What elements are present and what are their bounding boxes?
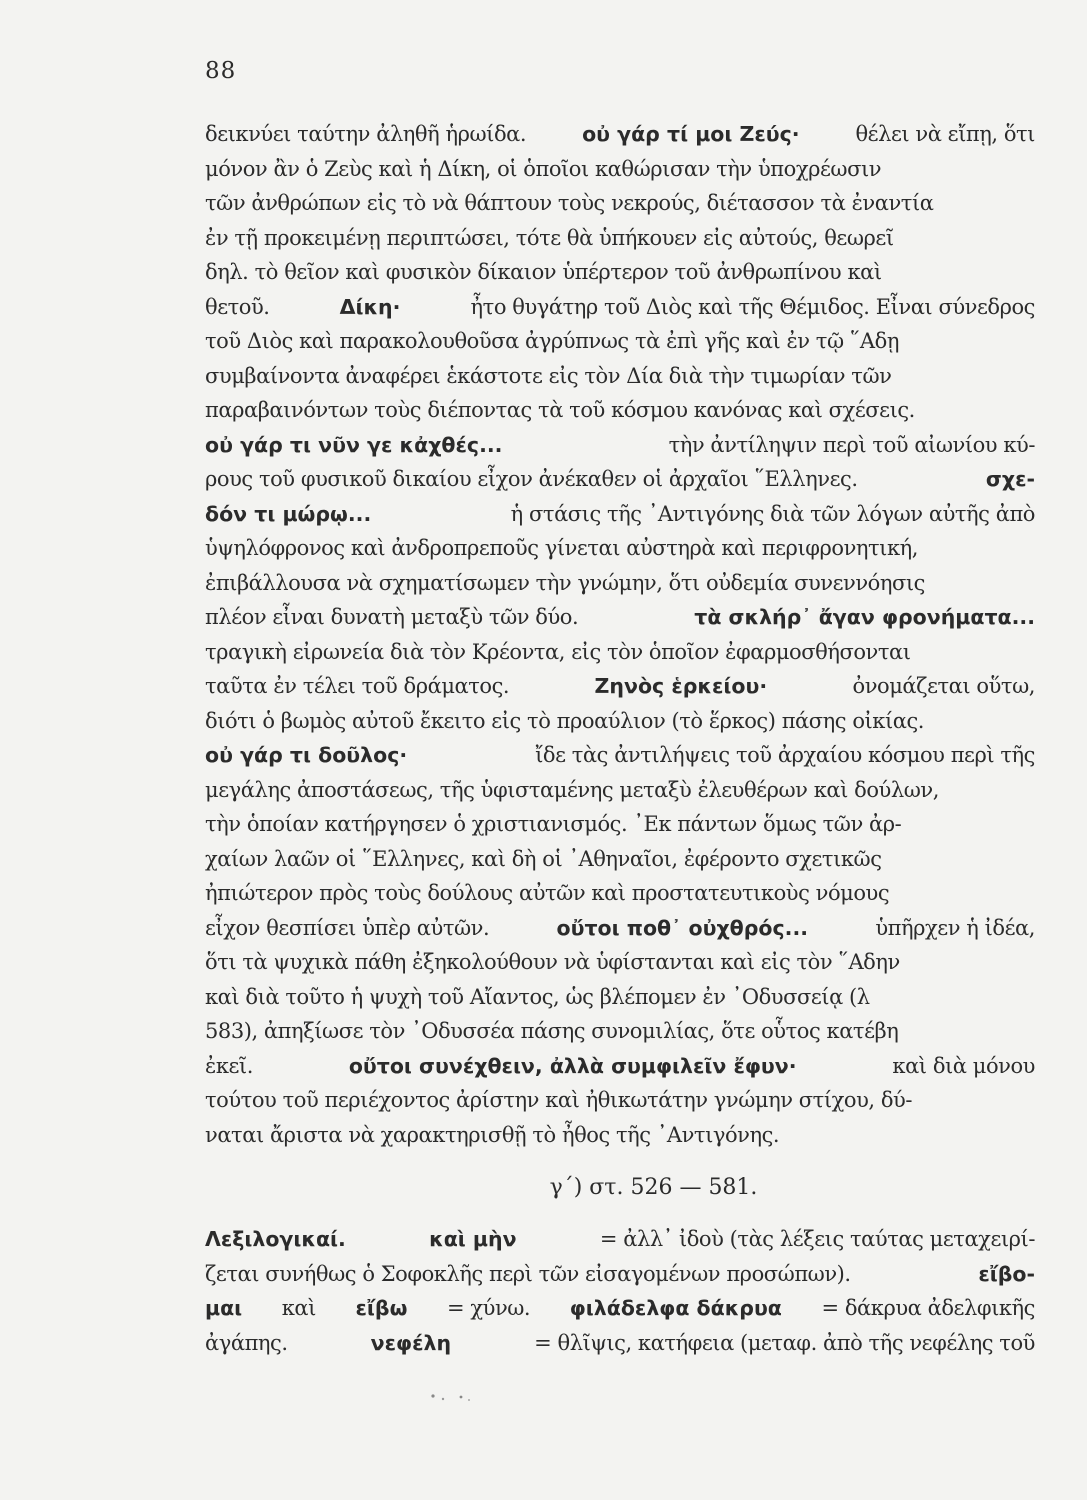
text-segment: συμβαίνοντα ἀναφέρει ἑκάστοτε εἰς τὸν Δία διὰ τὴν τιμωρίαν τῶν (205, 363, 892, 388)
text-line (205, 1291, 1035, 1326)
text-segment: ἐπιβάλλουσα νὰ σχηματίσωμεν τὴν γνώμην, ὅτι οὐδεμία συνεννόησις (205, 570, 925, 595)
text-line (205, 738, 1035, 773)
text-segment: διότι ὁ βωμὸς αὐτοῦ ἔκειτο εἰς τὸ προαύλιον (τὸ ἕρκος) πάσης οἰκίας. (205, 708, 925, 733)
lemma-bold: μαι (205, 1296, 243, 1320)
lemma-bold: φιλάδελφα δάκρυα (569, 1296, 782, 1320)
text-segment: τούτου τοῦ περιέχοντος ἀρίστην καὶ ἠθικωτάτην γνώμην στίχου, δύ- (205, 1088, 912, 1112)
text-segment: καὶ διὰ μόνου (892, 1053, 1035, 1078)
text-segment: ἐκεῖ. (205, 1053, 253, 1078)
text-line (205, 221, 1035, 256)
lemma-bold: οὐ γάρ τι δοῦλος· (205, 743, 408, 767)
lemma-bold: οὔτοι συνέχθειν, ἀλλὰ συμφιλεῖν ἔφυν· (348, 1053, 797, 1078)
lemma-bold: τὰ σκλήρ᾿ ἄγαν φρονήματα... (694, 605, 1035, 629)
text-segment: ταῦτα ἐν τέλει τοῦ δράματος. (205, 674, 510, 698)
text-segment: δεικνύει ταύτην ἀληθῆ ἡρωίδα. (205, 122, 527, 146)
text-segment: τοῦ Διὸς καὶ παρακολουθοῦσα ἀγρύπνως τὰ ἐπὶ γῆς καὶ ἐν τῷ ῞Αδῃ (205, 329, 899, 353)
text-line (205, 980, 1035, 1015)
text-segment: ὑπῆρχεν ἡ ἰδέα, (875, 915, 1035, 940)
text-line (205, 773, 1035, 808)
text-line (205, 566, 1035, 601)
lemma-bold: νεφέλη (370, 1330, 452, 1355)
text-segment: ὀνομάζεται οὕτω, (852, 674, 1035, 698)
text-line (205, 945, 1035, 980)
text-line (205, 911, 1035, 946)
text-segment: ὑψηλόφρονος καὶ ἀνδροπρεποῦς γίνεται αὐστηρὰ καὶ περιφρονητική, (205, 536, 918, 560)
text-segment: θέλει νὰ εἴπῃ, ὅτι (855, 122, 1035, 146)
text-segment: μεγάλης ἀποστάσεως, τῆς ὑφισταμένης μεταξὺ ἐλευθέρων καὶ δούλων, (205, 777, 939, 802)
text-segment: πλέον εἶναι δυνατὴ μεταξὺ τῶν δύο. (205, 605, 579, 629)
section-heading: γ΄) στ. 526 — 581. (549, 1175, 758, 1200)
text-segment: = δάκρυα ἀδελφικῆς (821, 1296, 1035, 1320)
text-line (205, 290, 1035, 325)
lemma-bold: Δίκη· (339, 294, 401, 319)
text-segment: καὶ διὰ τοῦτο ἡ ψυχὴ τοῦ Αἴαντος, ὡς βλέπομεν ἐν ᾿Οδυσσείᾳ (λ (205, 984, 870, 1009)
text-line (205, 600, 1035, 635)
text-line (205, 1118, 1035, 1153)
text-line (205, 497, 1035, 532)
lemma-bold: οὐ γάρ τί μοι Ζεύς· (582, 122, 800, 146)
text-segment: ἐν τῇ προκειμένῃ περιπτώσει, τότε θὰ ὑπήκουεν εἰς αὐτούς, θεωρεῖ (205, 225, 894, 250)
text-segment: δηλ. τὸ θεῖον καὶ φυσικὸν δίκαιον ὑπέρτερον τοῦ ἀνθρωπίνου καὶ (205, 260, 882, 284)
text-line (205, 669, 1035, 704)
text-line (205, 1222, 1035, 1257)
text-segment: ἦτο θυγάτηρ τοῦ Διὸς καὶ τῆς Θέμιδος. Εἶναι σύνεδρος (470, 294, 1035, 319)
text-line (205, 635, 1035, 670)
text-line (205, 186, 1035, 221)
text-segment: ἀγάπης. (205, 1330, 288, 1355)
commentary-text (205, 117, 1035, 1152)
text-segment: παραβαινόντων τοὺς διέποντας τὰ τοῦ κόσμου κανόνας καὶ σχέσεις. (205, 398, 915, 422)
lemma-bold: σχε- (985, 467, 1035, 491)
page-number: 88 (205, 58, 237, 84)
text-line (205, 255, 1035, 290)
text-line (205, 324, 1035, 359)
text-segment: ναται ἄριστα νὰ χαρακτηρισθῇ τὸ ἦθος τῆς ᾿Αντιγόνης. (205, 1122, 780, 1147)
text-segment: τραγικὴ εἰρωνεία διὰ τὸν Κρέοντα, εἰς τὸν ὁποῖον ἐφαρμοσθήσονται (205, 639, 911, 664)
text-segment: ζεται συνήθως ὁ Σοφοκλῆς περὶ τῶν εἰσαγομένων προσώπων). (205, 1261, 851, 1286)
text-segment: = χύνω. (446, 1296, 531, 1320)
text-line (205, 117, 1035, 152)
text-segment: θετοῦ. (205, 294, 270, 319)
text-line (205, 1049, 1035, 1084)
lemma-bold: εἴβω (355, 1296, 408, 1320)
text-line (205, 876, 1035, 911)
text-segment: τὴν ἀντίληψιν περὶ τοῦ αἰωνίου κύ- (668, 432, 1035, 457)
text-line (205, 428, 1035, 463)
lemma-bold: καὶ μὴν (429, 1227, 517, 1251)
text-line (205, 1083, 1035, 1118)
text-line (205, 359, 1035, 394)
text-segment: ὅτι τὰ ψυχικὰ πάθη ἐξηκολούθουν νὰ ὑφίστανται καὶ εἰς τὸν ῞Αδην (205, 950, 900, 974)
text-line (205, 842, 1035, 877)
text-segment: = θλῖψις, κατήφεια (μεταφ. ἀπὸ τῆς νεφέλης τοῦ (534, 1330, 1035, 1355)
lemma-bold: οὔτοι ποθ᾿ οὐχθρός... (556, 915, 809, 940)
text-line (205, 1326, 1035, 1361)
text-line (205, 1014, 1035, 1049)
text-line (205, 462, 1035, 497)
text-line (205, 807, 1035, 842)
text-line (205, 531, 1035, 566)
text-segment: ἴδε τὰς ἀντιλήψεις τοῦ ἀρχαίου κόσμου περὶ τῆς (535, 743, 1035, 767)
lemma-bold: Ζηνὸς ἑρκείου· (594, 674, 768, 698)
text-segment: εἶχον θεσπίσει ὑπὲρ αὐτῶν. (205, 915, 490, 940)
lemma-bold: οὐ γάρ τι νῦν γε κἀχθές... (205, 432, 503, 457)
text-segment: καὶ (281, 1296, 316, 1320)
lemma-bold: εἴβο- (978, 1261, 1035, 1286)
lemma-bold: δόν τι μώρῳ... (205, 501, 372, 526)
text-line (205, 704, 1035, 739)
text-line (205, 152, 1035, 187)
text-segment: μόνον ἂν ὁ Ζεὺς καὶ ἡ Δίκη, οἱ ὁποῖοι καθώρισαν τὴν ὑποχρέωσιν (205, 156, 882, 181)
text-line (205, 1257, 1035, 1292)
text-segment: ἡ στάσις τῆς ᾿Αντιγόνης διὰ τῶν λόγων αὐτῆς ἀπὸ (510, 501, 1035, 526)
text-segment: τὴν ὁποίαν κατήργησεν ὁ χριστιανισμός. ᾿Εκ πάντων ὅμως τῶν ἀρ- (205, 812, 902, 836)
text-line (205, 393, 1035, 428)
text-segment: 583), ἀπηξίωσε τὸν ᾿Οδυσσέα πάσης συνομιλίας, ὅτε οὗτος κατέβη (205, 1019, 899, 1043)
text-segment: = ἀλλ᾿ ἰδοὺ (τὰς λέξεις ταύτας μεταχειρί- (599, 1227, 1035, 1251)
text-segment: ἠπιώτερον πρὸς τοὺς δούλους αὐτῶν καὶ προστατευτικοὺς νόμους (205, 881, 890, 905)
lexical-notes (205, 1222, 1035, 1360)
ink-spot (425, 1390, 485, 1406)
text-segment: ρους τοῦ φυσικοῦ δικαίου εἶχον ἀνέκαθεν οἱ ἀρχαῖοι ῞Ελληνες. (205, 467, 858, 491)
text-segment: χαίων λαῶν οἱ ῞Ελληνες, καὶ δὴ οἱ ᾿Αθηναῖοι, ἐφέροντο σχετικῶς (205, 846, 882, 871)
lemma-bold: Λεξιλογικαί. (205, 1227, 346, 1251)
text-segment: τῶν ἀνθρώπων εἰς τὸ νὰ θάπτουν τοὺς νεκρούς, διέτασσον τὰ ἐναντία (205, 191, 934, 215)
